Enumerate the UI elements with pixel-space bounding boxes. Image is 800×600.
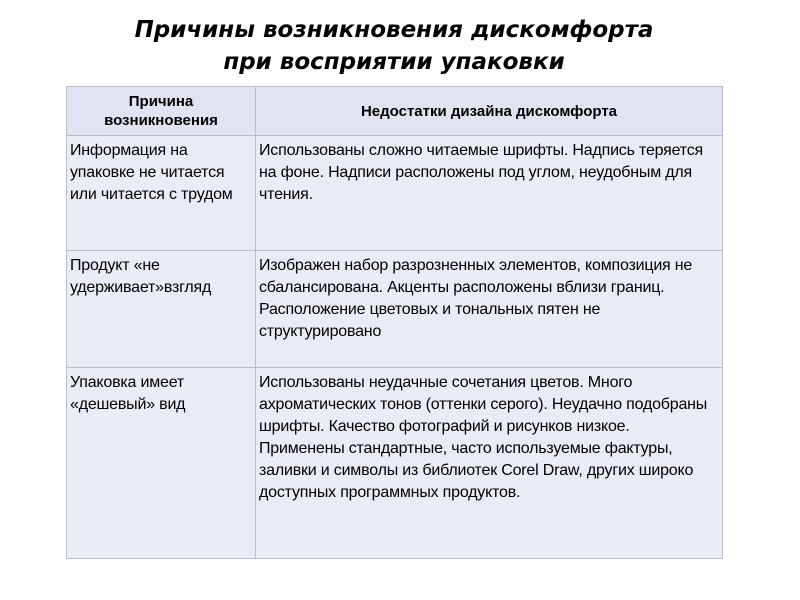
header-flaws: Недостатки дизайна дискомфорта <box>256 87 723 136</box>
cell-cause: Упаковка имеет «дешевый» вид <box>67 368 256 559</box>
discomfort-causes-table <box>66 86 723 559</box>
cell-cause: Информация на упаковке не читается или читается с трудом <box>67 136 256 251</box>
slide-title-line-1: Причины возникновения дискомфорта <box>134 17 654 43</box>
cell-flaws: Изображен набор разрозненных элементов, композиция не сбалансирована. Акценты расположены вблизи границ. Расположение цветовых и тональных пятен не структурировано <box>256 251 723 368</box>
table-row <box>67 136 723 251</box>
header-cause: Причина возникновения <box>67 87 256 136</box>
table-header-row <box>67 87 723 136</box>
table-row <box>67 251 723 368</box>
slide-title <box>0 14 788 78</box>
slide-title-line-2: при восприятии упаковки <box>223 49 565 75</box>
cell-flaws: Использованы неудачные сочетания цветов. Много ахроматических тонов (оттенки серого). Неудачно подобраны шрифты. Качество фотографий и рисунков низкое. Применены стандартные, часто используемые фактуры, заливки и символы из библиотек Corel Draw, других широко доступных программных продуктов. <box>256 368 723 559</box>
cell-flaws: Использованы сложно читаемые шрифты. Надпись теряется на фоне. Надписи расположены под углом, неудобным для чтения. <box>256 136 723 251</box>
table-row <box>67 368 723 559</box>
cell-cause: Продукт «не удерживает»взгляд <box>67 251 256 368</box>
